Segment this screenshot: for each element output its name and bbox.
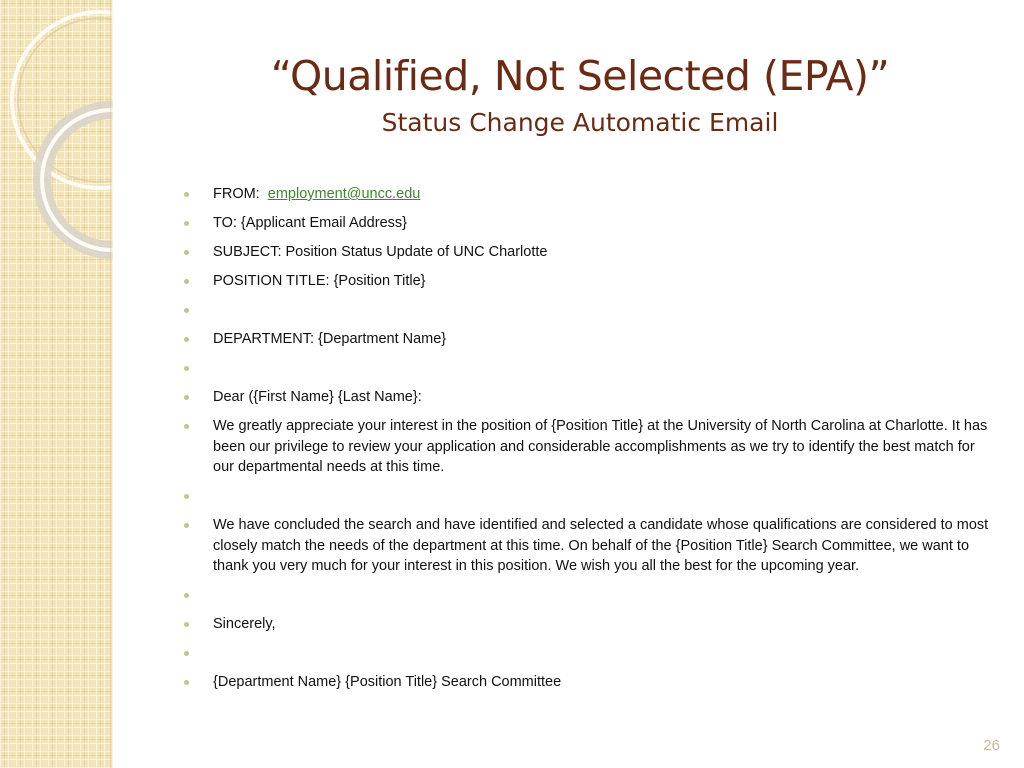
slide-subtitle: Status Change Automatic Email — [381, 108, 779, 137]
department-line: DEPARTMENT: {Department Name} — [213, 331, 447, 347]
list-item-empty — [184, 300, 994, 321]
bullet-icon — [184, 523, 189, 528]
email-content-list — [184, 184, 994, 701]
list-item-position-title — [184, 271, 994, 292]
from-label: FROM: — [213, 186, 260, 202]
bullet-icon — [184, 651, 189, 656]
list-item-greeting — [184, 387, 994, 408]
bullet-icon — [184, 366, 189, 371]
list-item-to — [184, 213, 994, 234]
list-item-empty — [184, 486, 994, 507]
list-item-empty — [184, 643, 994, 664]
bullet-icon — [184, 494, 189, 499]
body-paragraph-2: We have concluded the search and have identified and selected a candidate whose qualifications are considered to most closely match the needs of the department at this time. On behalf of the {Position Title} Search Committee, we want to thank you very much for your interest in this position. We wish you all the best for the upcoming year. — [213, 517, 989, 574]
bullet-icon — [184, 395, 189, 400]
closing-line: Sincerely, — [213, 616, 276, 632]
bullet-icon — [184, 250, 189, 255]
list-item-signature — [184, 672, 994, 693]
bullet-icon — [184, 424, 189, 429]
to-line: TO: {Applicant Email Address} — [213, 215, 407, 231]
from-email-link[interactable]: employment@uncc.edu — [267, 186, 421, 202]
slide-title: “Qualified, Not Selected (EPA)” — [270, 52, 890, 100]
bullet-icon — [184, 279, 189, 284]
list-item-paragraph-2 — [184, 515, 994, 577]
signature-line: {Department Name} {Position Title} Search Committee — [213, 674, 562, 690]
list-item-subject — [184, 242, 994, 263]
bullet-icon — [184, 593, 189, 598]
bullet-icon — [184, 192, 189, 197]
bullet-icon — [184, 622, 189, 627]
body-paragraph-1: We greatly appreciate your interest in the position of {Position Title} at the University of North Carolina at Charlotte. It has been our privilege to review your application and considerable accomplishments as we try to identify the best match for our departmental needs at this time. — [213, 418, 988, 475]
slide-number: 26 — [983, 737, 1000, 754]
bullet-icon — [184, 308, 189, 313]
slide-title-block — [150, 48, 1010, 140]
decorative-side-panel — [0, 0, 113, 768]
list-item-closing — [184, 614, 994, 635]
bullet-icon — [184, 680, 189, 685]
list-item-empty — [184, 358, 994, 379]
subject-line: SUBJECT: Position Status Update of UNC Charlotte — [213, 244, 548, 260]
greeting-line: Dear ({First Name} {Last Name}: — [213, 389, 422, 405]
position-title-line: POSITION TITLE: {Position Title} — [213, 273, 426, 289]
list-item-from — [184, 184, 994, 205]
bullet-icon — [184, 337, 189, 342]
decorative-rings-graphic — [0, 0, 113, 768]
bullet-icon — [184, 221, 189, 226]
list-item-paragraph-1 — [184, 416, 994, 478]
list-item-department — [184, 329, 994, 350]
list-item-empty — [184, 585, 994, 606]
